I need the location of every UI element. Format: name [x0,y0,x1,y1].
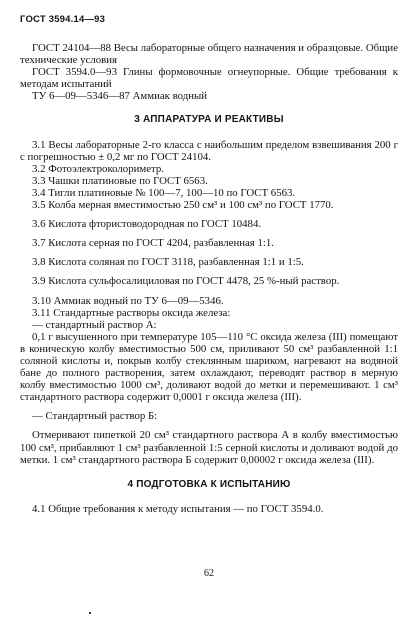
page-number: 62 [204,568,214,579]
clause-3-7: 3.7 Кислота серная по ГОСТ 4204, разбавленная 1:1. [32,237,274,250]
document-body [20,42,398,515]
clause-3-2: 3.2 Фотоэлектроколориметр. [32,162,164,175]
solution-a-label: — стандартный раствор А: [32,318,157,331]
solution-a-text: 0,1 г высушенного при температуре 105—110 °C оксида железа (III) помещают в коническую колбу вместимостью 500 см, приливают 50 см³ разбавленной 1:1 соляной кислоты и, покрыв колбу стеклянным шариком, нагревают на водяной бане до полного растворения, затем охлаждают, переводят раствор в мерную колбу вместимостью 1000 см³, доливают водой до метки и перемешивают. 1 см³ стандартного раствора содержит 0,0001 г оксида железа (III). [20,330,398,404]
clause-3-1: 3.1 Весы лабораторные 2-го класса с наибольшим пределом взвешивания 200 г с погрешностью ± 0,2 мг по ГОСТ 24104. [20,138,398,163]
clause-3-3: 3.3 Чашки платиновые по ГОСТ 6563. [32,174,208,187]
solution-b-text: Отмеривают пипеткой 20 см³ стандартного раствора А в колбу вместимостью 100 см³, прибавляют 1 см³ разбавленной 1:5 серной кислоты и доливают водой до метки. 1 см³ стандартного раствора Б содержит 0,00002 г оксида железа (III). [20,429,398,466]
clause-3-11: 3.11 Стандартные растворы оксида железа: [32,306,231,319]
clause-3-4: 3.4 Тигли платиновые № 100—7, 100—10 по ГОСТ 6563. [32,186,296,199]
clause-3-8: 3.8 Кислота соляная по ГОСТ 3118, разбавленная 1:1 и 1:5. [32,256,304,269]
reference-item: ГОСТ 3594.0—93 Глины формовочные огнеупорные. Общие требования к методам испытаний [20,66,398,91]
clause-3-6: 3.6 Кислота фтористоводородная по ГОСТ 10484. [32,218,262,231]
reference-item: ТУ 6—09—5346—87 Аммиак водный [32,90,208,103]
scan-speck [89,612,91,614]
clause-3-5: 3.5 Колба мерная вместимостью 250 см³ и 100 см³ по ГОСТ 1770. [32,199,334,212]
section-3-title: 3 АППАРАТУРА И РЕАКТИВЫ [134,114,284,126]
reference-item: ГОСТ 24104—88 Весы лабораторные общего назначения и образцовые. Общие технические условия [20,42,398,67]
clause-3-10: 3.10 Аммиак водный по ТУ 6—09—5346. [32,294,224,307]
solution-b-label: — Стандартный раствор Б: [32,410,158,423]
clause-4-1: 4.1 Общие требования к методу испытания — по ГОСТ 3594.0. [32,502,324,515]
clause-3-9: 3.9 Кислота сульфосалициловая по ГОСТ 4478, 25 %-ный раствор. [32,275,340,288]
document-header-code: ГОСТ 3594.14—93 [20,14,106,25]
section-4-title: 4 ПОДГОТОВКА К ИСПЫТАНИЮ [127,478,291,490]
